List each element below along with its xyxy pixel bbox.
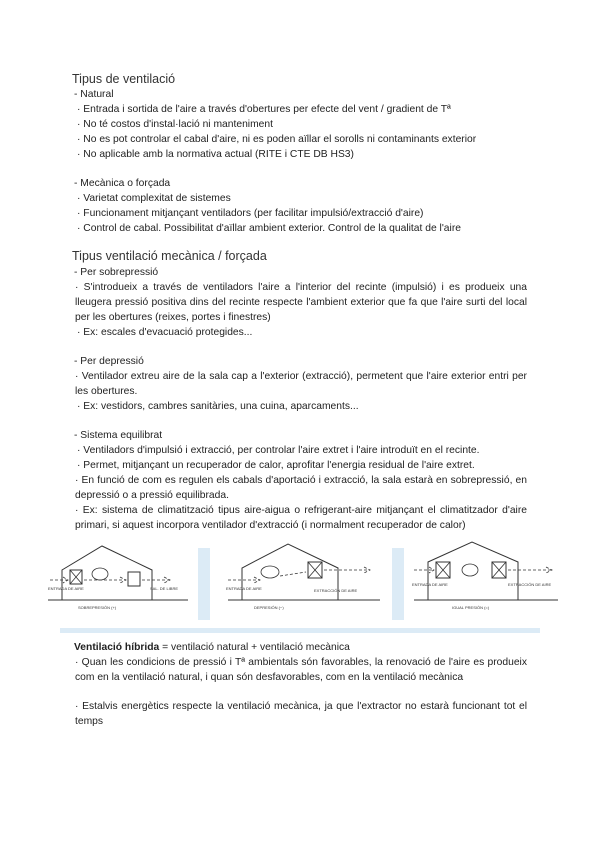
list-item: · No té costos d'instal·lació ni manteniment <box>77 119 273 130</box>
diagram-sobrepressio <box>40 540 198 618</box>
list-item: · No es pot controlar el cabal d'aire, ni es poden aïllar el sorolls ni contaminants exterior <box>77 134 477 145</box>
airflow-arrows <box>228 567 370 583</box>
list-item: · Ventiladors d'impulsió i extracció, per controlar l'aire extret i l'aire introduït en el recinte. <box>77 445 480 456</box>
window-icon <box>128 572 140 586</box>
hibrida-title: Ventilació híbrida <box>74 642 160 653</box>
decorative-band <box>60 628 540 633</box>
paragraph-equilibrat-2: · Ex: sistema de climatització tipus aire-aigua o refrigerant-aire mitjançant el climatitzador d'aire primari, si aquest incorpora ventilador d'extracció (i normalment recuperador de calor) <box>75 505 527 531</box>
figure-caption: IGUAL PRESIÓN (=) <box>452 605 490 610</box>
hibrida-heading-line <box>74 641 350 655</box>
paragraph-depressio: · Ventilador extreu aire de la sala cap a l'exterior (extracció), permetent que l'aire exterior entri per les obertures. <box>75 371 527 397</box>
airflow-icon <box>261 566 279 578</box>
figure-caption: SOBREPRESIÓN (+) <box>78 605 117 610</box>
list-item: · Entrada i sortida de l'aire a través d'obertures per efecte del vent / gradient de Tª <box>77 104 451 115</box>
heading-mecanica: - Mecànica o forçada <box>74 178 171 189</box>
paragraph-hibrida-2: · Estalvis energètics respecte la ventilació mecànica, ja que l'extractor no estarà funcionant tot el temps <box>75 701 527 727</box>
label-out: SAL. DE LIBRE <box>150 586 179 591</box>
label-out: EXTRACCIÓN DE AIRE <box>508 582 552 587</box>
heading-equilibrat: - Sistema equilibrat <box>74 430 163 441</box>
heading-sobrepressio: - Per sobrepressió <box>74 267 159 278</box>
label-in: ENTRADA DE AIRE <box>48 586 84 591</box>
heading-depressio: - Per depressió <box>74 356 144 367</box>
airflow-icon <box>462 564 478 576</box>
heading-natural: - Natural <box>74 89 114 100</box>
label-in: ENTRADA DE AIRE <box>412 582 448 587</box>
airflow-arrows <box>414 567 552 573</box>
section-title-ventilacio-mecanica: Tipus ventilació mecànica / forçada <box>72 249 267 263</box>
airflow-arrows <box>84 577 170 583</box>
paragraph-hibrida-1: · Quan les condicions de pressió i Tª ambientals són favorables, la renovació de l'aire es produeix com en la ventilació natural, i quan són desfavorables, com en la ventilació mecànica <box>75 657 527 683</box>
list-item: · Varietat complexitat de sistemes <box>77 193 231 204</box>
paragraph-sobrepressio: · S'introdueix a través de ventiladors l'aire a l'interior del recinte (impulsió) i es produeix una lleugera pressió positiva dins del recinte respecte l'ambient exterior que fa que l'aire surti del local per les obertures (reixes, portes i finestres) <box>75 282 527 323</box>
list-item: · No aplicable amb la normativa actual (RITE i CTE DB HS3) <box>77 149 354 160</box>
decorative-band <box>198 548 210 620</box>
section-title-tipus-ventilacio: Tipus de ventilació <box>72 72 176 86</box>
label-out: EXTRACCIÓN DE AIRE <box>314 588 358 593</box>
list-item: · Control de cabal. Possibilitat d'aïllar ambient exterior. Control de la qualitat de l'aire <box>77 223 461 234</box>
paragraph-equilibrat-1: · En funció de com es regulen els cabals d'aportació i extracció, la sala estarà en sobrepressió, en depressió o a pressió equilibrada. <box>75 475 527 501</box>
example-sobrepressio: · Ex: escales d'evacuació protegides... <box>77 327 253 338</box>
list-item: · Funcionament mitjançant ventiladors (per facilitar impulsió/extracció d'aire) <box>77 208 424 219</box>
airflow-icon <box>92 568 108 580</box>
example-depressio: · Ex: vestidors, cambres sanitàries, una cuina, aparcaments... <box>77 401 359 412</box>
label-in: ENTRADA DE AIRE <box>226 586 262 591</box>
hibrida-definition: = ventilació natural + ventilació mecànica <box>159 642 350 653</box>
diagram-depressio <box>220 540 390 618</box>
list-item: · Permet, mitjançant un recuperador de calor, aprofitar l'energia residual de l'aire extret. <box>77 460 475 471</box>
diagram-equilibrat <box>408 540 568 618</box>
decorative-band <box>392 548 404 620</box>
figure-caption: DEPRESIÓN (−) <box>254 605 284 610</box>
